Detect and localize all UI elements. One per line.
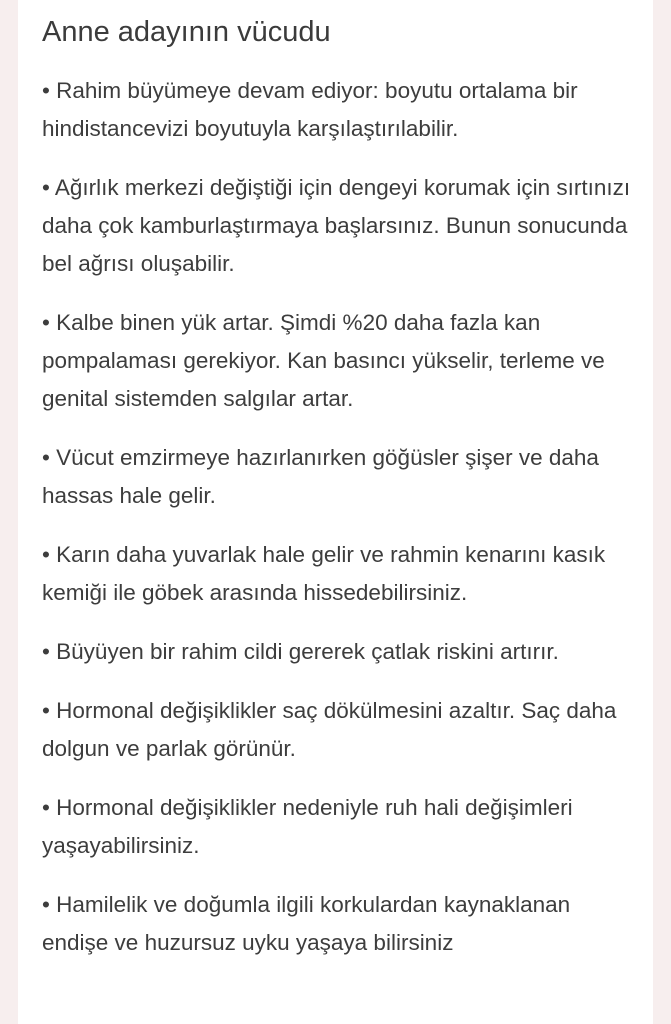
list-item-text: Karın daha yuvarlak hale gelir ve rahmin kenarını kasık kemiği ile göbek arasında hissedebilirsiniz. bbox=[42, 542, 606, 605]
bullet-icon: • bbox=[42, 78, 50, 103]
list-item-text: Ağırlık merkezi değiştiği için dengeyi korumak için sırtınızı daha çok kamburlaştırmaya başlarsınız. Bunun sonucunda bel ağrısı oluşabilir. bbox=[42, 175, 631, 276]
bullet-icon: • bbox=[42, 795, 50, 820]
list-item bbox=[42, 72, 635, 148]
list-item bbox=[42, 692, 635, 768]
list-item bbox=[42, 536, 635, 612]
bullet-list bbox=[42, 72, 635, 962]
list-item-text: Rahim büyümeye devam ediyor: boyutu ortalama bir hindistancevizi boyutuyla karşılaştırılabilir. bbox=[42, 78, 578, 141]
bullet-icon: • bbox=[42, 639, 50, 664]
list-item-text: Vücut emzirmeye hazırlanırken göğüsler şişer ve daha hassas hale gelir. bbox=[42, 445, 599, 508]
bullet-icon: • bbox=[42, 698, 50, 723]
list-item bbox=[42, 789, 635, 865]
list-item-text: Hormonal değişiklikler nedeniyle ruh hali değişimleri yaşayabilirsiniz. bbox=[42, 795, 573, 858]
bullet-icon: • bbox=[42, 892, 50, 917]
bullet-icon: • bbox=[42, 542, 50, 567]
list-item-text: Hormonal değişiklikler saç dökülmesini azaltır. Saç daha dolgun ve parlak görünür. bbox=[42, 698, 617, 761]
bullet-icon: • bbox=[42, 175, 50, 200]
list-item bbox=[42, 439, 635, 515]
list-item-text: Büyüyen bir rahim cildi gererek çatlak riskini artırır. bbox=[56, 639, 559, 664]
list-item bbox=[42, 169, 635, 283]
bullet-icon: • bbox=[42, 445, 50, 470]
list-item-text: Kalbe binen yük artar. Şimdi %20 daha fazla kan pompalaması gerekiyor. Kan basıncı yükselir, terleme ve genital sistemden salgılar artar. bbox=[42, 310, 605, 411]
section-title: Anne adayının vücudu bbox=[42, 16, 331, 48]
bullet-icon: • bbox=[42, 310, 50, 335]
list-item bbox=[42, 633, 635, 671]
list-item bbox=[42, 304, 635, 418]
list-item bbox=[42, 886, 635, 962]
article-card bbox=[18, 0, 653, 1024]
list-item-text: Hamilelik ve doğumla ilgili korkulardan kaynaklanan endişe ve huzursuz uyku yaşaya bilirsiniz bbox=[42, 892, 571, 955]
